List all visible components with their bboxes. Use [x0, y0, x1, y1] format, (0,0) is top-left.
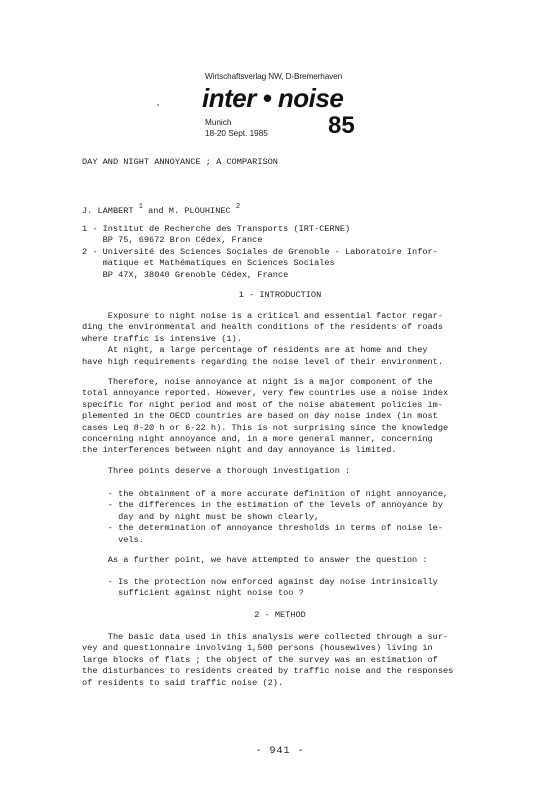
affiliation-line: 1 - Institut de Recherche des Transports (IRT-CERNE): [82, 224, 351, 234]
text-line: have high requirements regarding the noise level of their environment.: [82, 356, 443, 367]
page-number: - 941 -: [255, 746, 305, 757]
paper-title: DAY AND NIGHT ANNOYANCE ; A COMPARISON: [82, 157, 278, 167]
text-line: vey and questionnaire involving 1,500 persons (housewives) living in: [82, 643, 433, 654]
text-line: The basic data used in this analysis were collected through a sur-: [82, 632, 449, 642]
text-line: Exposure to night noise is a critical and essential factor regar-: [82, 311, 443, 321]
scan-speck: [157, 104, 159, 106]
conference-city: Munich: [205, 118, 232, 127]
section-heading-method: 2 - METHOD: [254, 610, 306, 620]
text-line: specific for night period and most of the noise abatement policies im-: [82, 399, 443, 410]
list-item: vels.: [82, 534, 144, 545]
affiliation-line: 2 - Université des Sciences Sociales de Grenoble - Laboratoire Infor-: [82, 246, 438, 257]
text-line: total annoyance reported. However, very few countries use a noise index: [82, 388, 449, 399]
list-item: - the obtainment of a more accurate definition of night annoyance,: [82, 489, 449, 499]
text-line: At night, a large percentage of residents are at home and they: [82, 345, 428, 356]
list-item: day and by night must be shown clearly,: [82, 511, 320, 522]
paragraph-1: [82, 311, 443, 368]
text-line: the disturbances to residents created by traffic noise and the responses: [82, 666, 454, 677]
text-line: the interferences between night and day annoyance is limited.: [82, 445, 397, 456]
list-item: sufficient against night noise too ?: [82, 588, 304, 599]
author-2: M. PLOUHINEC: [168, 206, 231, 216]
conference-dates: 18-20 Sept. 1985: [205, 129, 268, 138]
author-line: [82, 202, 240, 217]
text-line: ding the environmental and health conditions of the residents of roads: [82, 322, 443, 333]
affiliation-line: BP 47X, 38040 Grenoble Cédex, France: [82, 269, 289, 280]
publisher-line: Wirtschaftsverlag NW, D-Bremerhaven: [205, 72, 343, 81]
text-line: cases Leq 8-20 h or 6-22 h). This is not surprising since the knowledge: [82, 422, 449, 433]
affiliation-line: BP 75, 69672 Bron Cédex, France: [82, 235, 263, 246]
author-1: J. LAMBERT: [82, 206, 134, 216]
text-line: where traffic is intensive (1).: [82, 333, 242, 344]
question-list: [82, 577, 438, 600]
author-conj: and: [148, 206, 164, 216]
text-line: of residents to said traffic noise (2).: [82, 677, 284, 688]
text-line: concerning night annoyance and, in a more general manner, concerning: [82, 434, 433, 445]
list-item: - the determination of annoyance thresholds in terms of noise le-: [82, 523, 443, 534]
conference-year: 85: [328, 112, 355, 139]
author-1-affil: 1: [138, 203, 143, 211]
list-item: - the differences in the estimation of the levels of annoyance by: [82, 500, 443, 511]
affiliation-line: matique et Mathématiques en Sciences Sociales: [82, 258, 335, 269]
investigation-points-list: [82, 489, 448, 546]
section-heading-introduction: 1 - INTRODUCTION: [238, 290, 322, 300]
conference-logo: inter • noise: [202, 83, 344, 113]
paragraph-4: As a further point, we have attempted to answer the question :: [82, 555, 428, 565]
paragraph-2: [82, 377, 448, 457]
paragraph-3: Three points deserve a thorough investigation :: [82, 466, 351, 476]
list-item: - Is the protection now enforced against day noise intrinsically: [82, 577, 438, 587]
text-line: Therefore, noise annoyance at night is a major component of the: [82, 377, 433, 387]
text-line: plemented in the OECD countries are based on day noise index (in most: [82, 411, 438, 422]
affiliations: [82, 224, 438, 281]
author-2-affil: 2: [235, 203, 241, 211]
text-line: large blocks of flats ; the object of the survey was an estimation of: [82, 654, 438, 665]
paragraph-5: [82, 632, 453, 689]
